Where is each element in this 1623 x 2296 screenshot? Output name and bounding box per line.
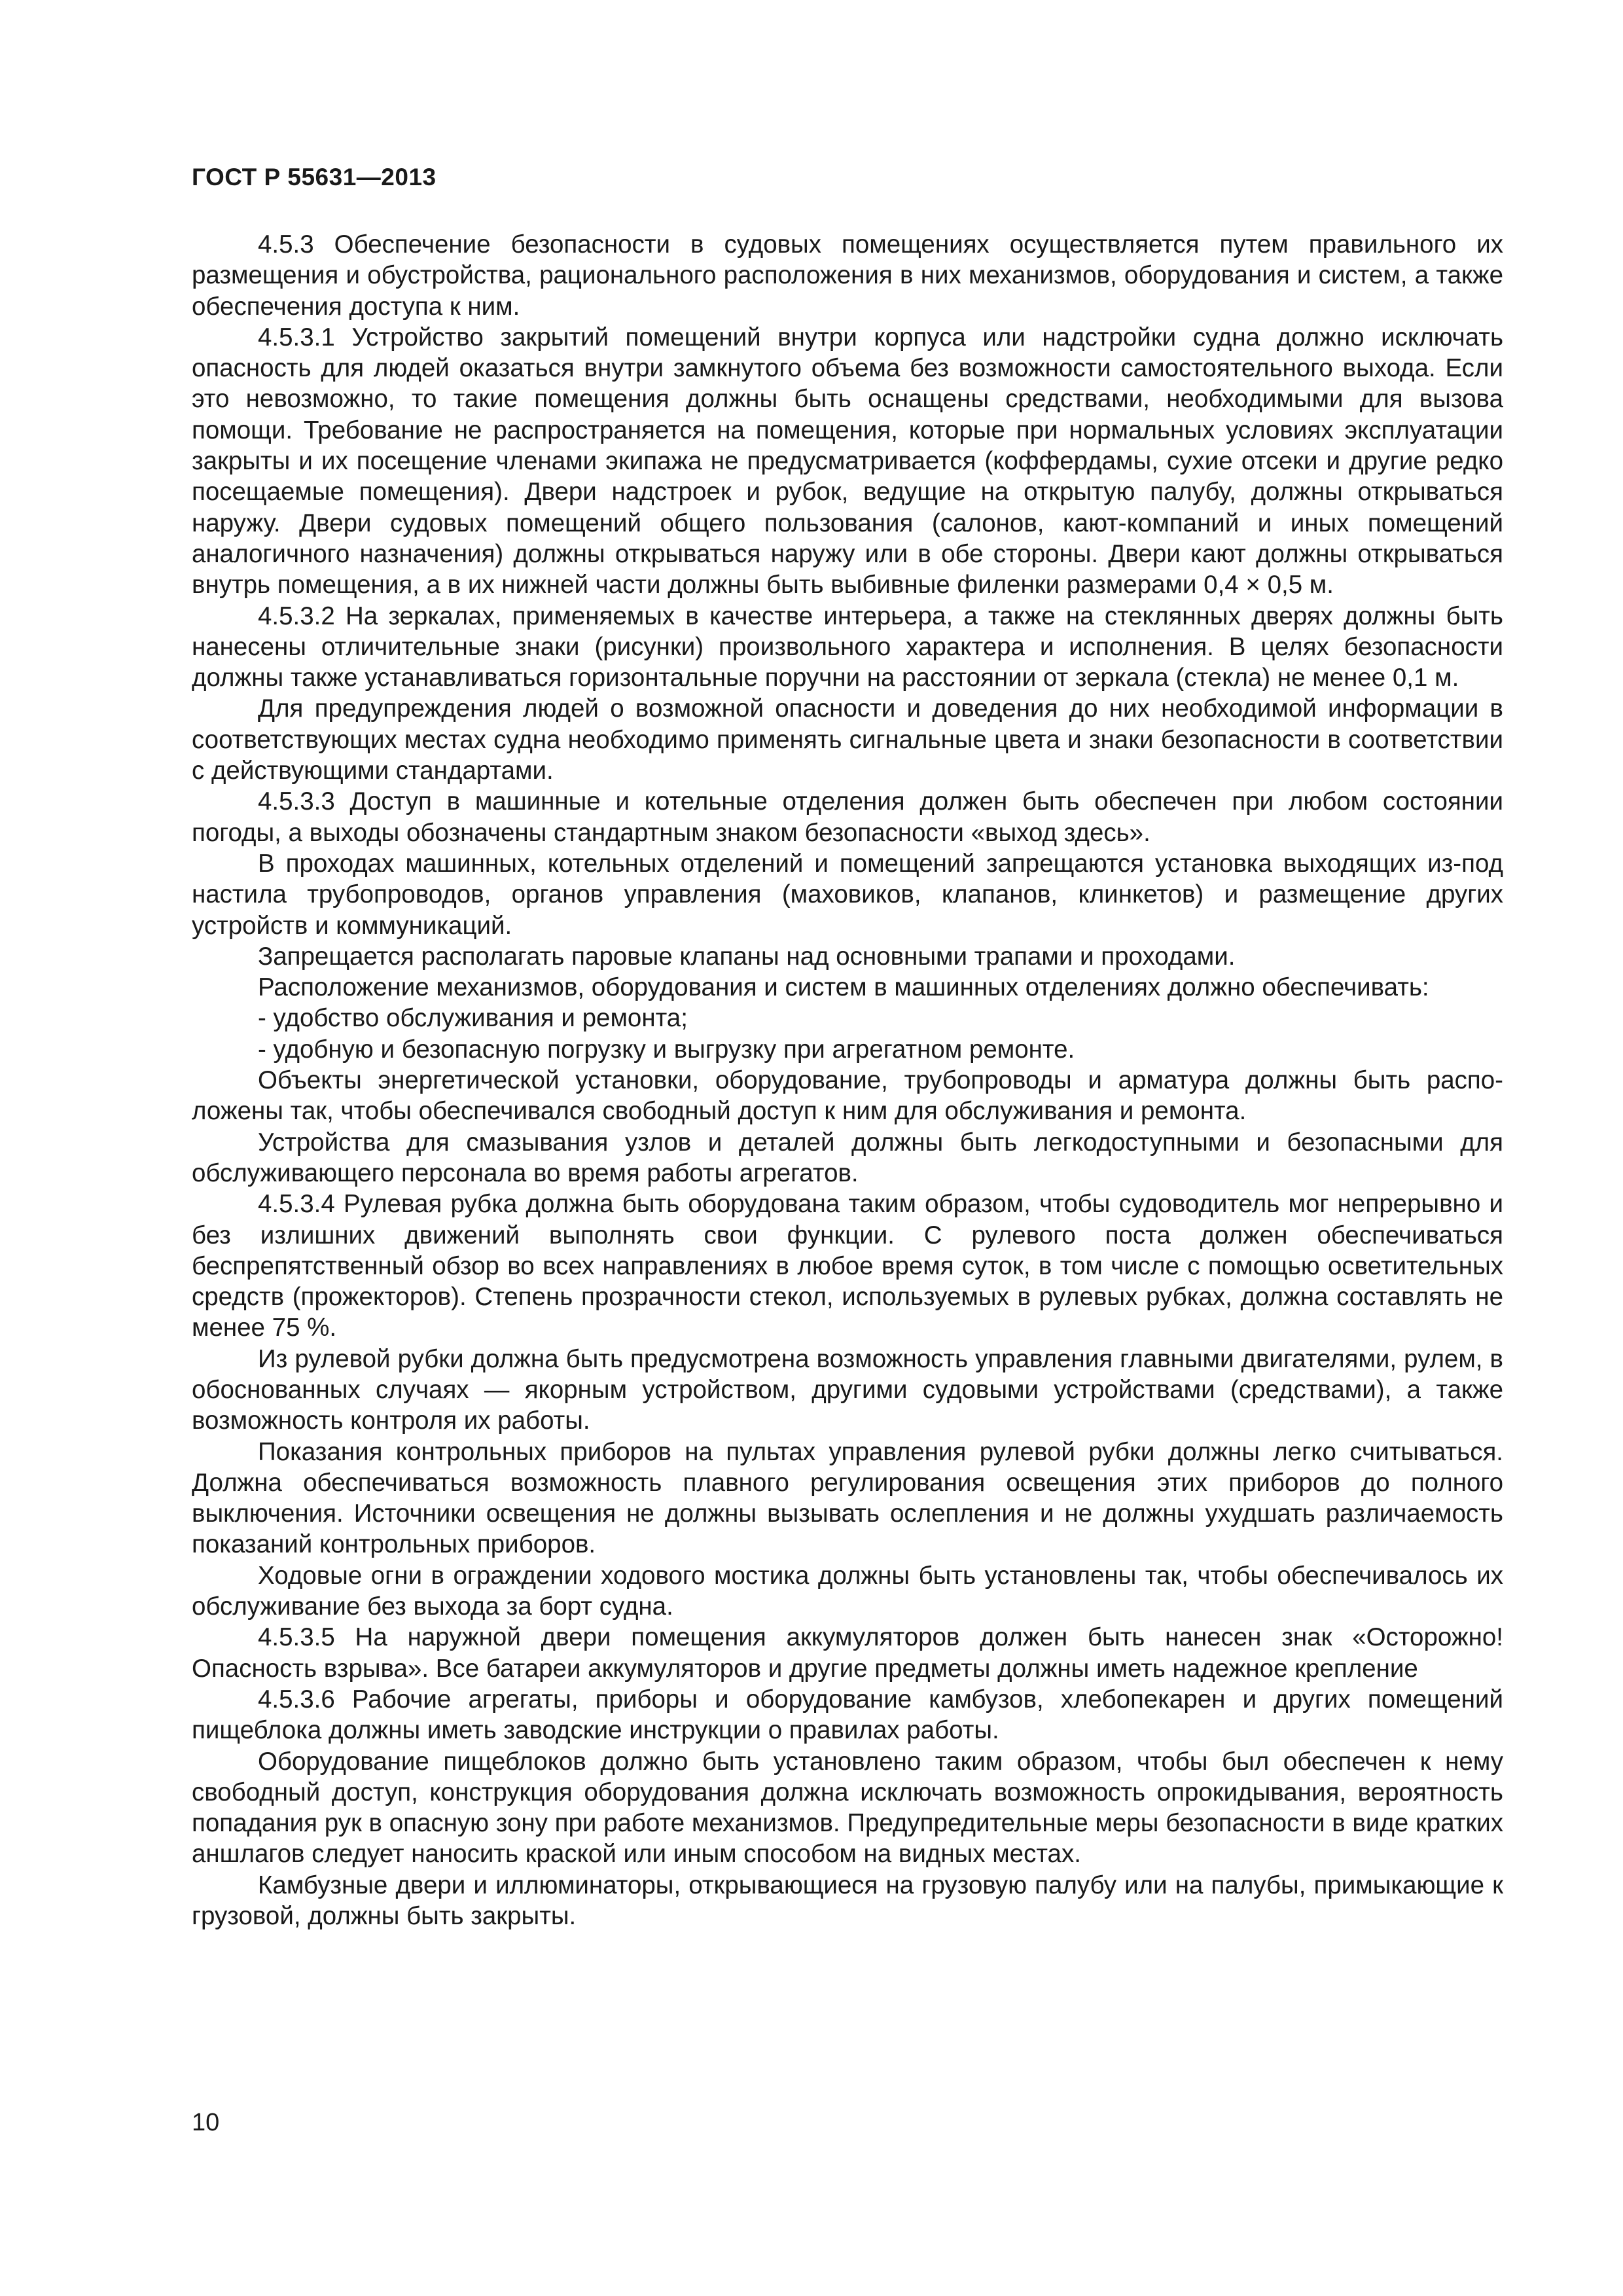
page-number: 10 <box>192 2109 220 2136</box>
list-item-maintenance: - удобство обслуживания и ремонта; <box>258 1004 688 1033</box>
paragraph-4-5-3: 4.5.3 Обеспечение безопасности в судовых помещениях осуществляется путем правильного их размещения и обустройства, рационального расположения в них механизмов, оборудования и систем, а также обеспечения доступа к ним. <box>192 230 1503 321</box>
document-body <box>192 229 1503 1931</box>
paragraph-passages: В проходах машинных, котельных отделений и помещений запрещаются установка выходящих из-под настила трубопроводов, органов управления (маховиков, клапанов, клинкетов) и размещение других устройств и коммуникаций. <box>192 849 1503 940</box>
paragraph-wheelhouse-control: Из рулевой рубки должна быть предусмотрена возможность управления главными двигателями, рулем, в обоснованных случаях — якорным устройством, другими судовыми устройствами (средствами), а также возможность контроля их работы. <box>192 1344 1503 1435</box>
paragraph-4-5-3-6: 4.5.3.6 Рабочие агрегаты, приборы и оборудование камбузов, хлебопекарен и других помещений пищеблока должны иметь заводские инструкции о правилах работы. <box>192 1685 1503 1745</box>
paragraph-steam-valves: Запрещается располагать паровые клапаны над основными трапами и проходами. <box>258 942 1236 971</box>
paragraph-galley-equipment: Оборудование пищеблоков должно быть установлено таким образом, чтобы был обеспечен к нему свободный доступ, конструкция оборудования должна исключать возможность опрокидывания, вероятность попадания рук в опасную зону при работе механизмов. Предупредительные меры безопасности в виде кратких аншлагов следует наносить краской или иным способом на видных местах. <box>192 1747 1503 1869</box>
paragraph-machinery-layout: Расположение механизмов, оборудования и систем в машинных отделениях должно обеспечивать: <box>258 973 1429 1002</box>
paragraph-navigation-lights: Ходовые огни в ограждении ходового мостика должны быть установлены так, чтобы обеспечивалось их обслуживание без выхода за борт судна. <box>192 1561 1503 1621</box>
paragraph-lubrication: Устройства для смазывания узлов и деталей должны быть легкодоступными и безопасными для обслуживающего персонала во время работы агрегатов. <box>192 1128 1503 1187</box>
paragraph-4-5-3-4: 4.5.3.4 Рулевая рубка должна быть оборудована таким образом, чтобы судоводитель мог непрерывно и без излишних движений выполнять свои функции. С рулевого поста должен обеспечиваться беспрепятственный обзор во всех направлениях в любое время суток, в том числе с помощью осветительных средств (прожекторов). Степень прозрачности стекол, используемых в рулевых рубках, должна составлять не менее 75 %. <box>192 1190 1503 1342</box>
paragraph-power-plant: Объекты энергетической установки, оборудование, трубопроводы и арматура должны быть расположены так, чтобы обеспечивался свободный доступ к ним для обслуживания и ремонта. <box>192 1066 1503 1126</box>
paragraph-4-5-3-3: 4.5.3.3 Доступ в машинные и котельные отделения должен быть обеспечен при любом состоянии погоды, а выходы обозначены стандартным знаком безопасности «выход здесь». <box>192 787 1503 847</box>
paragraph-instrument-readings: Показания контрольных приборов на пультах управления рулевой рубки должны легко считываться. Должна обеспечиваться возможность плавного регулирования освещения этих приборов до полного выключения. Источники освещения не должны вызывать ослепления и не должны ухудшать различаемость показаний контрольных приборов. <box>192 1437 1503 1559</box>
paragraph-warning-signs: Для предупреждения людей о возможной опасности и доведения до них необходимой информации в соответствующих местах судна необходимо применять сигнальные цвета и знаки безопасности в соответствии с действующими стандартами. <box>192 694 1503 785</box>
paragraph-4-5-3-1: 4.5.3.1 Устройство закрытий помещений внутри корпуса или надстройки судна должно исключать опасность для людей оказаться внутри замкнутого объема без возможности самостоятельного выхода. Если это невозможно, то такие помещения должны быть оснащены средствами, необходимыми для вызова помощи. Требование не распространяется на помещения, которые при нормальных условиях эксплуатации закрыты и их посещение членами экипажа не предусматривается (коффердамы, сухие отсеки и другие редко посещаемые помещения). Двери надстроек и рубок, ведущие на открытую палубу, должны открываться наружу. Двери судовых помещений общего пользования (салонов, кают-компаний и иных помещений аналогичного назначения) должны открываться наружу или в обе стороны. Двери кают должны открываться внутрь помещения, а в их нижней части должны быть выбивные филенки размерами 0,4 × 0,5 м. <box>192 323 1503 600</box>
paragraph-4-5-3-2: 4.5.3.2 На зеркалах, применяемых в качестве интерьера, а также на стеклянных дверях должны быть нанесены отличительные знаки (рисунки) произвольного характера и исполнения. В целях безопасности должны также устанавливаться горизонтальные поручни на расстоянии от зеркала (стекла) не менее 0,1 м. <box>192 601 1503 692</box>
paragraph-4-5-3-5: 4.5.3.5 На наружной двери помещения аккумуляторов должен быть нанесен знак «Осторожно! Опасность взрыва». Все батареи аккумуляторов и другие предметы должны иметь надежное крепление <box>192 1623 1503 1683</box>
list-item-loading: - удобную и безопасную погрузку и выгрузку при агрегатном ремонте. <box>258 1035 1075 1064</box>
document-header: ГОСТ Р 55631—2013 <box>192 164 437 190</box>
paragraph-galley-doors: Камбузные двери и иллюминаторы, открывающиеся на грузовую палубу или на палубы, примыкающие к грузовой, должны быть закрыты. <box>192 1871 1503 1931</box>
